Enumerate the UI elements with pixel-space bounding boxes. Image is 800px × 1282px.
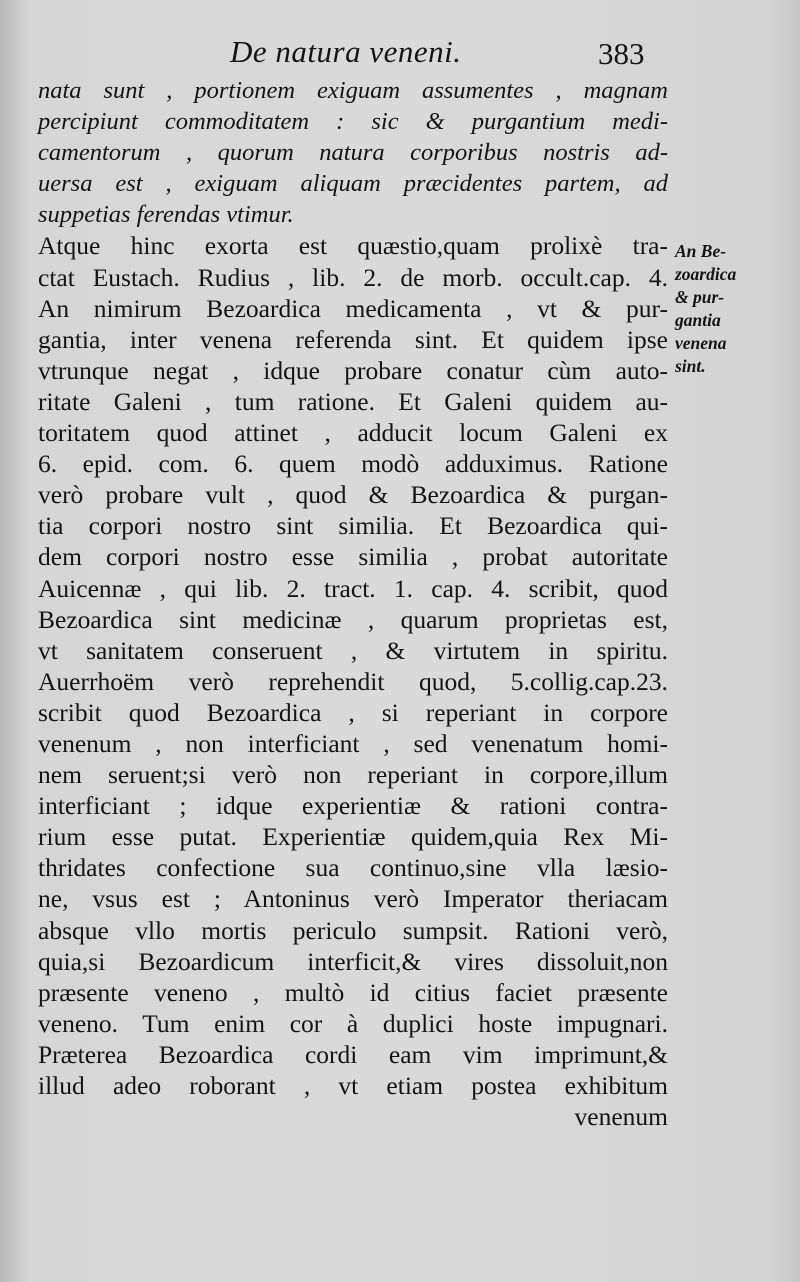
body-text bbox=[38, 75, 668, 1132]
text-line: nata sunt , portionem exiguam assumentes , magnam bbox=[38, 77, 668, 104]
text-line: An nimirum Bezoardica medicamenta , vt & pur- bbox=[38, 293, 668, 323]
text-line: venenum bbox=[574, 1102, 668, 1132]
text-line: verò probare vult , quod & Bezoardica & purgan- bbox=[38, 480, 668, 510]
text-line: vt sanitatem conseruent , & virtutem in spiritu. bbox=[38, 635, 668, 665]
text-line: toritatem quod attinet , adducit locum Galeni ex bbox=[38, 418, 668, 448]
text-line: Præterea Bezoardica cordi eam vim imprimunt,& bbox=[38, 1039, 668, 1069]
text-line: camentorum , quorum natura corporibus nostris ad- bbox=[38, 139, 668, 167]
text-line: Auerrhoëm verò reprehendit quod, 5.collig.cap.23. bbox=[38, 666, 668, 696]
text-line: ctat Eustach. Rudius , lib. 2. de morb. occult.cap. 4. bbox=[38, 262, 668, 292]
text-line: interficiant ; idque experientiæ & rationi contra- bbox=[38, 791, 668, 821]
running-title: De natura veneni. bbox=[230, 34, 462, 69]
text-line: vtrunque negat , idque probare conatur cùm auto- bbox=[38, 355, 668, 385]
text-line: dem corpori nostro esse similia , probat autoritate bbox=[38, 542, 668, 572]
text-line: ritate Galeni , tum ratione. Et Galeni quidem au- bbox=[38, 386, 668, 416]
text-line: nem seruent;si verò non reperiant in corpore,illum bbox=[38, 760, 668, 790]
text-line: veneno. Tum enim cor à duplici hoste impugnari. bbox=[38, 1008, 668, 1038]
margin-note-line: & pur- bbox=[675, 287, 725, 307]
text-line: Bezoardica sint medicinæ , quarum proprietas est, bbox=[38, 604, 668, 634]
text-line: thridates confectione sua continuo,sine vlla læsio- bbox=[38, 853, 668, 883]
text-line: tia corpori nostro sint similia. Et Bezoardica qui- bbox=[38, 511, 668, 541]
margin-note-line: zoardica bbox=[675, 264, 737, 284]
text-line: ne, vsus est ; Antoninus verò Imperator theriacam bbox=[38, 884, 668, 914]
margin-note-line: gantia bbox=[675, 310, 721, 330]
page-header bbox=[0, 30, 800, 80]
text-line: venenum , non interficiant , sed venenatum homi- bbox=[38, 728, 668, 758]
text-line: suppetias ferendas vtimur. bbox=[38, 201, 294, 229]
margin-note-line: venena bbox=[675, 333, 727, 353]
margin-note-line: An Be- bbox=[675, 241, 727, 261]
text-line: illud adeo roborant , vt etiam postea exhibitum bbox=[38, 1071, 668, 1100]
text-line: quia,si Bezoardicum interficit,& vires dissoluit,non bbox=[38, 946, 668, 976]
text-line: rium esse putat. Experientiæ quidem,quia Rex Mi- bbox=[38, 822, 668, 852]
text-line: præsente veneno , multò id citius faciet præsente bbox=[38, 977, 668, 1007]
page-number: 383 bbox=[598, 36, 645, 71]
text-line: Atque hinc exorta est quæstio,quam prolixè tra- bbox=[38, 231, 668, 261]
margin-note bbox=[675, 240, 795, 378]
text-line: uersa est , exiguam aliquam præcidentes partem, ad bbox=[38, 170, 668, 198]
text-line: 6. epid. com. 6. quem modò adduximus. Ratione bbox=[38, 449, 668, 479]
text-line: Auicennæ , qui lib. 2. tract. 1. cap. 4. scribit, quod bbox=[38, 573, 668, 603]
margin-note-line: sint. bbox=[675, 356, 706, 376]
text-line: percipiunt commoditatem : sic & purgantium medi- bbox=[38, 108, 668, 136]
text-line: scribit quod Bezoardica , si reperiant in corpore bbox=[38, 697, 668, 727]
text-line: gantia, inter venena referenda sint. Et quidem ipse bbox=[38, 324, 668, 354]
text-line: absque vllo mortis periculo sumpsit. Rationi verò, bbox=[38, 915, 668, 945]
